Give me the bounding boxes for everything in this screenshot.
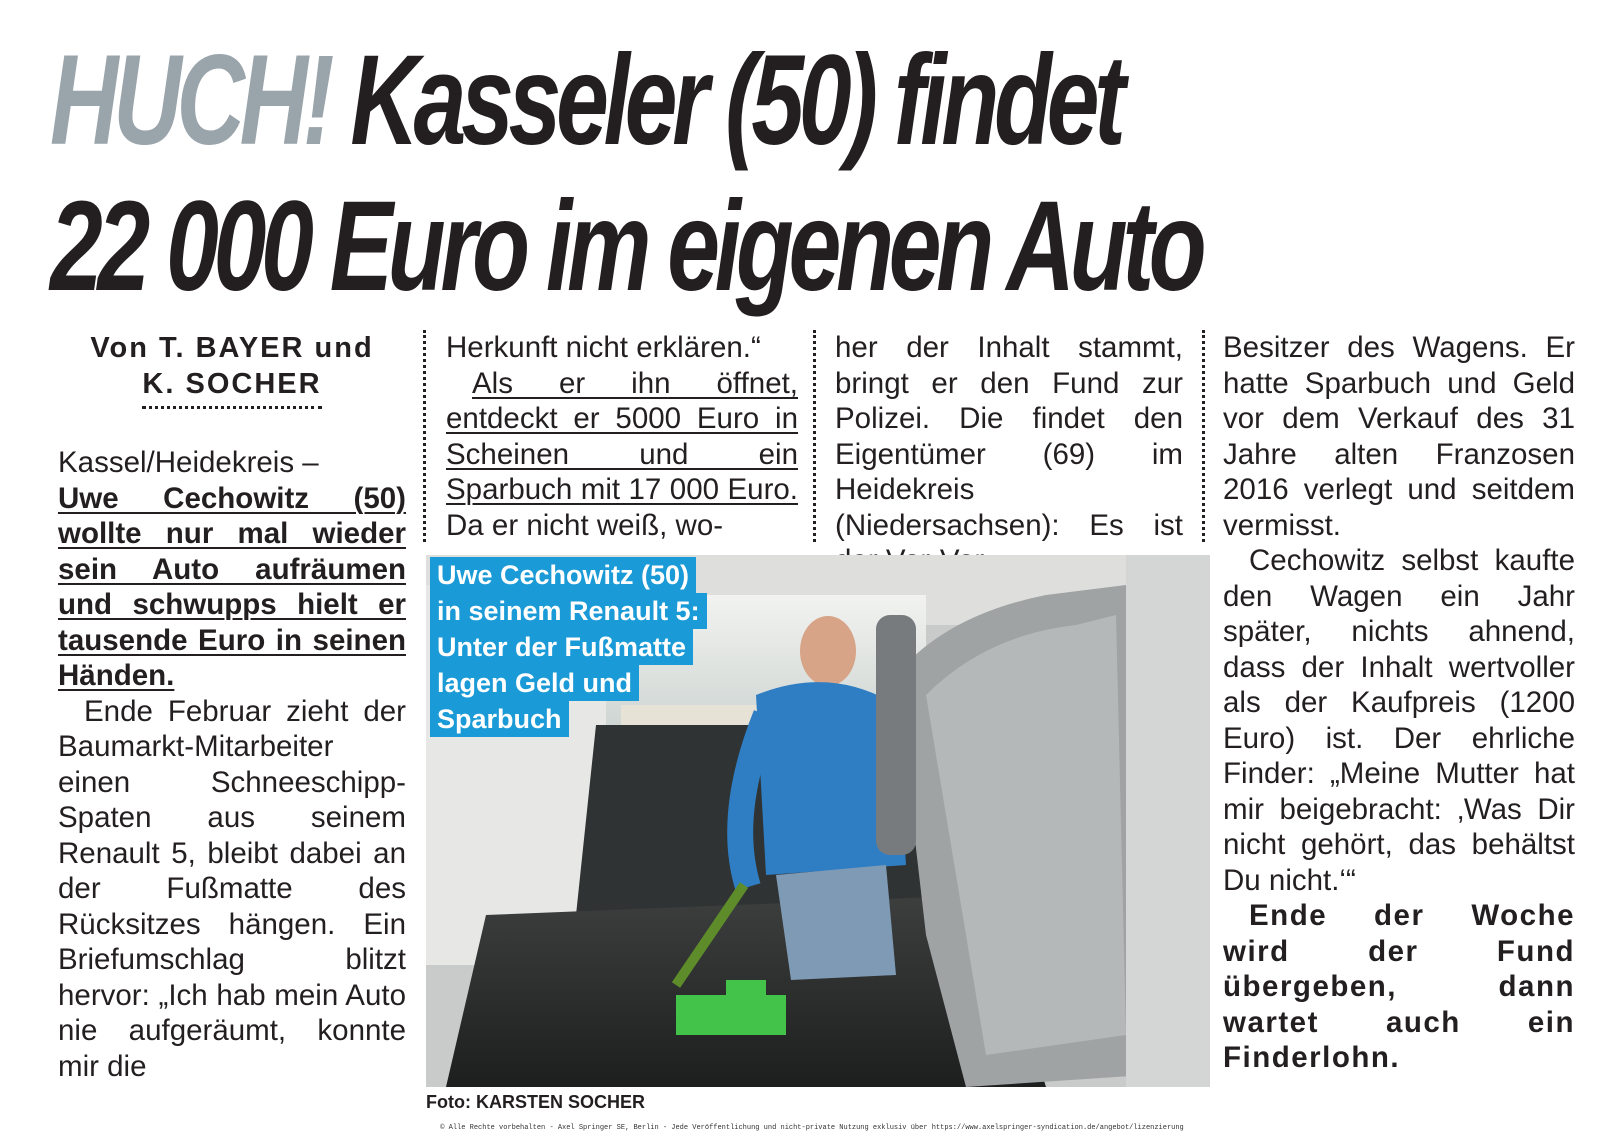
headline-line2: 22 000 Euro im eigenen Auto [50, 175, 1202, 318]
highlight-text: Als er ihn öffnet, entdeckt er 5000 Euro in Scheinen und ein Sparbuch mit 17 000 Euro. [446, 366, 798, 506]
caption-line: lagen Geld und [430, 665, 639, 701]
caption-line: Uwe Cechowitz (50) [430, 557, 696, 593]
byline-line1: Von T. BAYER und [90, 332, 374, 364]
closing-paragraph: Ende der Woche wird der Fund übergeben, dann wartet auch ein Finderlohn. [1223, 899, 1575, 1074]
body-paragraph: Ende Februar zieht der Baumarkt-Mitarbeiter einen Schneeschipp-Spaten aus seinem Renault 5, bleibt dabei an der Fußmatte des Rücksitzes hängen. Ein Briefumschlag blitzt hervor: „Ich hab mein Auto nie aufgeräumt, konnte mir die [58, 694, 406, 1083]
body-paragraph: Besitzer des Wagens. Er hatte Sparbuch und Geld vor dem Verkauf des 31 Jahre alten Franzosen 2016 verlegt und seitdem vermisst. [1223, 331, 1575, 542]
body-text: her der Inhalt stammt, bringt er den Fund zur Polizei. Die findet den Eigentümer (69) im Heidekreis (Niedersachsen): Es ist [835, 331, 1183, 542]
headline [50, 28, 1202, 320]
byline [58, 330, 406, 409]
caption-line: in seinem Renault 5: [430, 593, 707, 629]
column-divider [1202, 330, 1205, 542]
column-divider [813, 330, 816, 542]
headline-kicker: HUCH! [50, 29, 330, 172]
dateline: Kassel/Heidekreis – [58, 446, 319, 479]
headline-line1: Kasseler (50) findet [350, 29, 1121, 172]
column-4 [1223, 330, 1575, 1076]
caption-line: Unter der Fußmatte [430, 629, 693, 665]
body-paragraph: Cechowitz selbst kaufte den Wagen ein Jahr später, nichts ahnend, dass der Inhalt wertvoller als der Kaufpreis (1200 Euro) ist. Der ehrliche Finder: „Meine Mutter hat mir beigebracht: ‚Was Dir nicht gehört, das behältst Du nicht.‘“ [1223, 544, 1575, 897]
body-text: Da er nicht weiß, wo- [446, 508, 724, 542]
column-divider [423, 330, 426, 542]
column-3 [835, 330, 1183, 579]
photo-caption [430, 557, 707, 737]
column-2 [446, 330, 798, 543]
column-1 [58, 330, 406, 1084]
copyright-notice: © Alle Rechte vorbehalten - Axel Springer SE, Berlin - Jede Veröffentlichung und nicht-private Nutzung exklusiv über https://www.axelspringer-syndication.de/angebot/lizenzierung [440, 1124, 1184, 1132]
byline-line2: K. SOCHER [142, 366, 321, 409]
caption-line: Sparbuch [430, 701, 569, 737]
body-text: Herkunft nicht erklären.“ [446, 331, 761, 364]
photo-credit: Foto: KARSTEN SOCHER [426, 1092, 645, 1112]
lead-paragraph: Uwe Cechowitz (50) wollte nur mal wieder sein Auto aufräumen und schwupps hielt er tausende Euro in seinen Händen. [58, 481, 406, 692]
